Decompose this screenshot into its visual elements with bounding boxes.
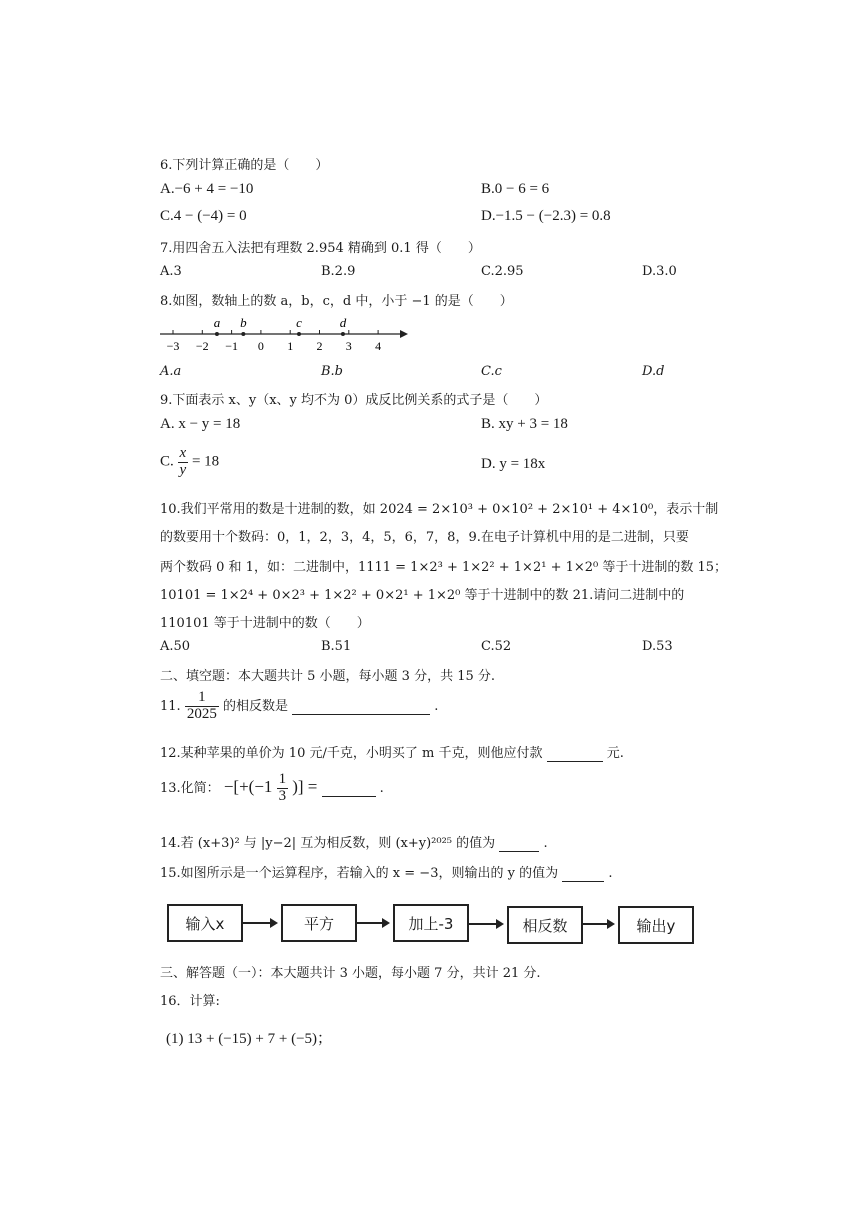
q8-option-a: A.a [160,364,182,379]
q13 [160,772,384,805]
q7-option-d: D.3.0 [642,264,677,279]
q9-option-a: A. x − y = 18 [160,416,241,432]
q6-option-a: A.−6 + 4 = −10 [160,181,254,197]
number-line-point [215,332,219,336]
q9-option-d: D. y = 18x [481,456,546,472]
number-line-tick-label: 3 [345,339,352,353]
q10-line-2: 的数要用十个数码：0，1，2，3，4，5，6，7，8，9.在电子计算机中用的是二进制，只要 [160,530,689,545]
q15-text: 15.如图所示是一个运算程序，若输入的 x = −3，则输出的 y 的值为 [160,866,559,881]
number-line-tick-label: 0 [257,339,264,353]
q10-line-4: 10101 = 1×2⁴ + 0×2³ + 1×2² + 0×2¹ + 1×2⁰ 等于十进制中的数 21.请问二进制中的 [160,588,685,603]
q11-end: . [434,698,439,714]
q15-end: . [608,866,613,881]
number-line-point [241,332,245,336]
q8-option-d: D.d [642,364,665,379]
flow-arrow-4 [581,923,613,925]
q15-answer-blank[interactable] [562,866,604,882]
q6-stem: 6.下列计算正确的是（ ） [160,158,329,173]
number-line-tick-label: 4 [375,339,382,353]
q6-option-d: D.−1.5 − (−2.3) = 0.8 [481,208,611,224]
q7-stem: 7.用四舍五入法把有理数 2.954 精确到 0.1 得（ ） [160,241,481,256]
q11-denominator: 2025 [186,705,217,722]
q9-stem: 9.下面表示 x、y（x、y 均不为 0）成反比例关系的式子是（ ） [160,393,548,408]
q13-expression: −[+(−1 [223,776,273,796]
flow-negate-box: 相反数 [507,906,583,944]
q9-option-b: B. xy + 3 = 18 [481,416,568,432]
q6-option-b: B.0 − 6 = 6 [481,181,550,197]
q13-fraction [277,772,289,805]
q14-text: 14.若 (x+3)² 与 |y−2| 互为相反数，则 (x+y)²⁰²⁵ 的值为 [160,836,496,851]
number-line-tick-label: −3 [166,339,180,353]
q13-end: . [379,780,384,796]
q8-option-c: C.c [481,364,502,379]
number-line-point [297,332,301,336]
q10-option-a: A.50 [160,639,191,654]
flow-input-box: 输入x [167,904,243,942]
flow-square-box: 平方 [281,904,357,942]
q12-end: 元. [606,746,624,761]
q13-expression-end: )] = [292,776,318,796]
q11-numerator: 1 [185,690,219,707]
q11 [160,690,438,723]
q9-option-c-prefix: C. [160,453,174,470]
number-line-tick-label: −2 [195,339,209,353]
q13-numerator: 1 [278,771,287,787]
q13-prefix: 13.化简： [160,780,220,796]
q11-rest: 的相反数是 [222,698,288,714]
q14-end: . [543,836,548,851]
section-2-heading: 二、填空题：本大题共计 5 小题，每小题 3 分，共 15 分. [160,669,496,684]
flow-add-box: 加上-3 [393,904,469,942]
q10-option-d: D.53 [642,639,673,654]
q7-option-a: A.3 [160,264,182,279]
number-line-point-label: a [213,315,221,330]
q12-text: 12.某种苹果的单价为 10 元/千克，小明买了 m 千克，则他应付款 [160,746,543,761]
q11-fraction [185,690,219,723]
q14-answer-blank[interactable] [499,836,539,852]
number-line-point [341,332,345,336]
q8-option-b: B.b [321,364,344,379]
number-line-tick-label: −1 [225,339,238,353]
q9-option-c-fraction [178,446,189,479]
number-line-point-label: b [240,315,247,330]
number-line-tick-label: 1 [287,339,294,353]
q8-stem: 8.如图，数轴上的数 a，b，c，d 中，小于 −1 的是（ ） [160,294,513,309]
flow-arrow-1 [241,922,276,924]
q11-answer-blank[interactable] [292,699,430,715]
q7-option-b: B.2.9 [321,264,356,279]
q13-denominator: 3 [278,787,287,804]
q9-option-c [160,446,219,479]
q16-stem: 16．计算: [160,994,220,1009]
q16-part-1: (1) 13 + (−15) + 7 + (−5)； [166,1031,333,1047]
q7-option-c: C.2.95 [481,264,524,279]
q12 [160,742,624,762]
q11-prefix: 11. [160,698,181,714]
q6-option-c: C.4 − (−4) = 0 [160,208,247,224]
q9-c-numerator: x [179,445,187,461]
q15 [160,862,613,882]
number-line [155,312,415,362]
q10-line-5: 110101 等于十进制中的数（ ） [160,616,370,631]
q9-c-denominator: y [179,461,187,478]
flow-output-box: 输出y [618,906,694,944]
q12-answer-blank[interactable] [547,746,603,762]
number-line-tick-label: 2 [316,339,323,353]
number-line-point-label: c [296,315,302,330]
flow-arrow-3 [467,923,502,925]
q10-line-1: 10.我们平常用的数是十进制的数，如 2024 = 2×10³ + 0×10² + 2×10¹ + 4×10⁰，表示十制 [160,502,719,517]
number-line-point-label: d [339,315,347,330]
q10-option-c: C.52 [481,639,512,654]
q13-answer-blank[interactable] [322,781,376,797]
section-3-heading: 三、解答题（一）：本大题共计 3 小题，每小题 7 分，共计 21 分. [160,966,541,981]
q14 [160,832,548,852]
q10-option-b: B.51 [321,639,352,654]
q10-line-3: 两个数码 0 和 1，如：二进制中，1111 = 1×2³ + 1×2² + 1×2¹ + 1×2⁰ 等于十进制的数 15； [160,560,728,575]
q9-option-c-rest: = 18 [191,453,220,470]
flow-arrow-2 [355,922,388,924]
